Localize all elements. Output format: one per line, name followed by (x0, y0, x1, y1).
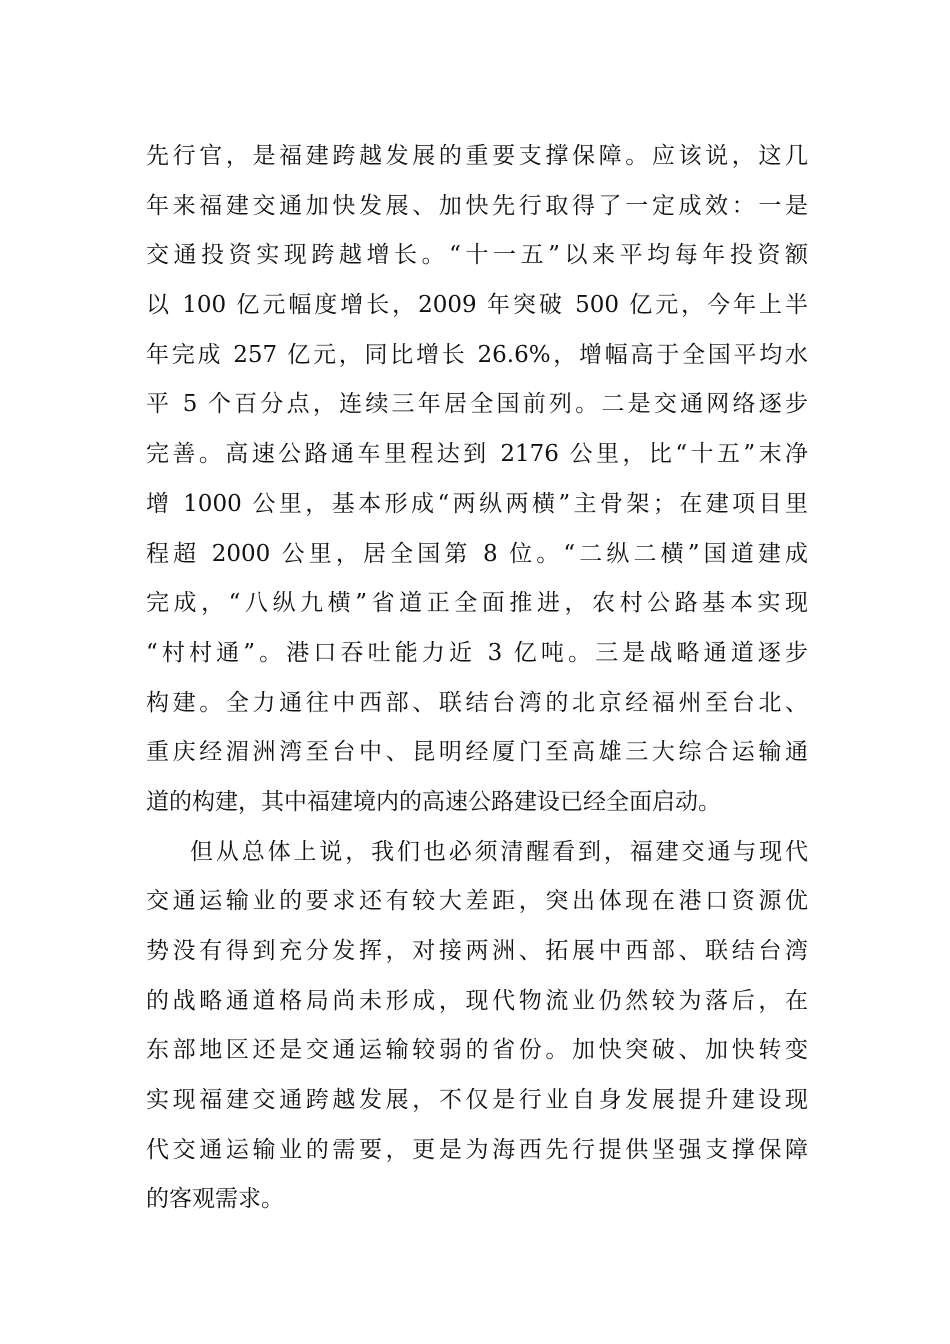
text-line: “村村通”。港口吞吐能力近 3 亿吨。三是战略通道逐步 (146, 639, 808, 666)
text-line: 以 100 亿元幅度增长，2009 年突破 500 亿元，今年上半 (146, 292, 808, 319)
text-line: 重庆经湄洲湾至台中、昆明经厦门至高雄三大综合运输通 (146, 739, 808, 766)
text-line: 先行官，是福建跨越发展的重要支撑保障。应该说，这几 (146, 143, 808, 169)
text-line: 交通运输业的要求还有较大差距，突出体现在港口资源优 (146, 888, 808, 915)
text-line: 代交通运输业的需要，更是为海西先行提供坚强支撑保障 (146, 1136, 808, 1163)
text-line: 程超 2000 公里，居全国第 8 位。“二纵二横”国道建成 (146, 540, 808, 567)
text-line: 但从总体上说，我们也必须清醒看到，福建交通与现代 (190, 838, 808, 865)
text-line: 实现福建交通跨越发展，不仅是行业自身发展提升建设现 (146, 1087, 808, 1114)
text-line: 年完成 257 亿元，同比增长 26.6%，增幅高于全国平均水 (146, 341, 808, 368)
text-line: 完善。高速公路通车里程达到 2176 公里，比“十五”末净 (146, 441, 809, 468)
text-line: 完成，“八纵九横”省道正全面推进，农村公路基本实现 (146, 590, 808, 617)
text-line: 交通投资实现跨越增长。“十一五”以来平均每年投资额 (146, 242, 808, 269)
text-line: 年来福建交通加快发展、加快先行取得了一定成效：一是 (146, 192, 808, 219)
text-line: 的战略通道格局尚未形成，现代物流业仍然较为落后，在 (146, 987, 808, 1014)
text-line: 构建。全力通往中西部、联结台湾的北京经福州至台北、 (146, 689, 808, 716)
text-line: 增 1000 公里，基本形成“两纵两横”主骨架；在建项目里 (146, 490, 808, 517)
text-line: 道的构建，其中福建境内的高速公路建设已经全面启动。 (146, 788, 721, 815)
text-line: 东部地区还是交通运输较弱的省份。加快突破、加快转变 (146, 1037, 808, 1064)
text-line: 势没有得到充分发挥，对接两洲、拓展中西部、联结台湾 (146, 938, 808, 964)
text-line: 的客观需求。 (146, 1186, 284, 1213)
text-line: 平 5 个百分点，连续三年居全国前列。二是交通网络逐步 (146, 391, 808, 418)
body-text (146, 132, 808, 1225)
